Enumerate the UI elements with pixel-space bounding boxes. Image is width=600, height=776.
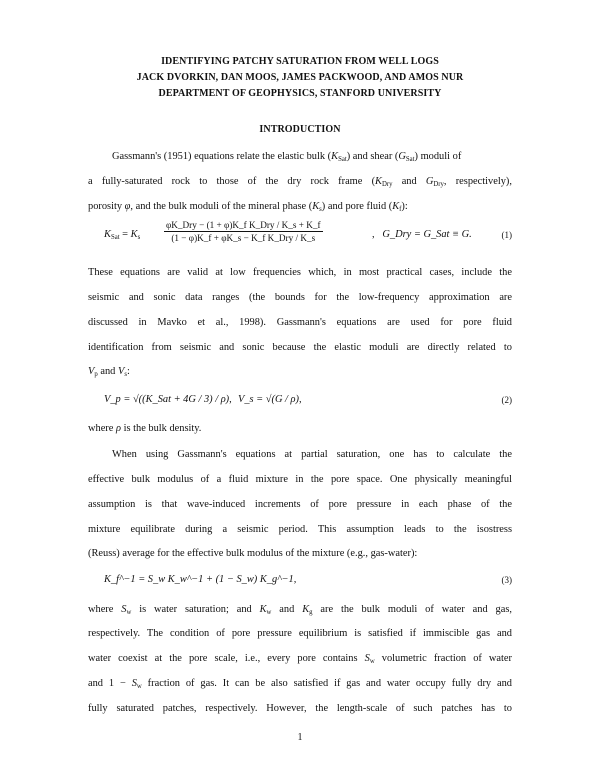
para2-line3: discussed in Mavko et al., 1998). Gassmann's equations are used for pore fluid <box>88 317 512 328</box>
section-heading: INTRODUCTION <box>259 124 341 135</box>
para1-line1: Gassmann's (1951) equations relate the elastic bulk $(K_{Sat})$ and shear $(G_{Sat})$ moduli of <box>112 151 462 163</box>
equation-number: (2) <box>501 395 512 405</box>
equation-2: V_p = √((K_Sat + 4G / 3) / ρ), V_s = √(G / ρ), (2) <box>104 394 512 405</box>
para4-line4: mixture equilibrate during a seismic period. This assumption leads to the isostress <box>88 524 512 535</box>
para1-line3: porosity φ, and the bulk moduli of the mineral phase $(K_s)$ and pore fluid $(K_f)$: <box>88 201 408 213</box>
paper-title: IDENTIFYING PATCHY SATURATION FROM WELL LOGS <box>161 56 439 67</box>
para2-line1: These equations are valid at low frequencies which, in most practical cases, include the <box>88 267 512 278</box>
para5-line1: where $S_w$ is water saturation; and $K_w$ and $K_g$ are the bulk moduli of water and gas, <box>88 604 512 616</box>
para5-line5: fully saturated patches, respectively. However, the length-scale of such patches has to <box>88 703 512 714</box>
equation-3: K_f^−1 = S_w K_w^−1 + (1 − S_w) K_g^−1, (3) <box>104 574 512 585</box>
para1-line2: a fully-saturated rock to those of the dry rock frame ($K_{Dry}$ and $G_{Dry}$, respectively), <box>88 176 512 188</box>
para4-line5: (Reuss) average for the effective bulk modulus of the mixture (e.g., gas-water): <box>88 548 418 559</box>
para2-line4: identification from seismic and sonic because the elastic moduli are directly related to <box>88 342 512 353</box>
page-number: 1 <box>297 732 303 743</box>
para4-line2: effective bulk modulus of a fluid mixture in the pore space. One physically meaningful <box>88 474 512 485</box>
affiliation: DEPARTMENT OF GEOPHYSICS, STANFORD UNIVERSITY <box>158 88 442 99</box>
equation-number: (1) <box>501 230 512 240</box>
para3-line1: where ρ is the bulk density. <box>88 423 202 434</box>
equation-1: $K_{Sat} = K_s$ φK_Dry − (1 + φ)K_f K_Dry / K_s + K_f (1 − φ)K_f + φK_s − K_f K_Dry / K_s , G_Dry = G_Sat ≡ G. (1) <box>104 220 512 243</box>
para5-line3: water coexist at the pore scale, i.e., every pore contains $S_w$ volumetric fraction of water <box>88 653 512 665</box>
authors: JACK DVORKIN, DAN MOOS, JAMES PACKWOOD, AND AMOS NUR <box>136 72 464 83</box>
equation-number: (3) <box>501 575 512 585</box>
para5-line4: and $1 - S_w$ fraction of gas. It can be also satisfied if gas and water occupy fully dry and <box>88 678 512 690</box>
para4-line1: When using Gassmann's equations at partial saturation, one has to calculate the <box>112 449 512 460</box>
para4-line3: assumption is that wave-induced increments of pore pressure in each phase of the <box>88 499 512 510</box>
para2-line5: $V_p$ and $V_s$: <box>88 366 130 378</box>
para5-line2: respectively. The condition of pore pressure equilibrium is satisfied if immiscible gas and <box>88 628 512 639</box>
para2-line2: seismic and sonic data ranges (the bounds for the low-frequency approximation are <box>88 292 512 303</box>
